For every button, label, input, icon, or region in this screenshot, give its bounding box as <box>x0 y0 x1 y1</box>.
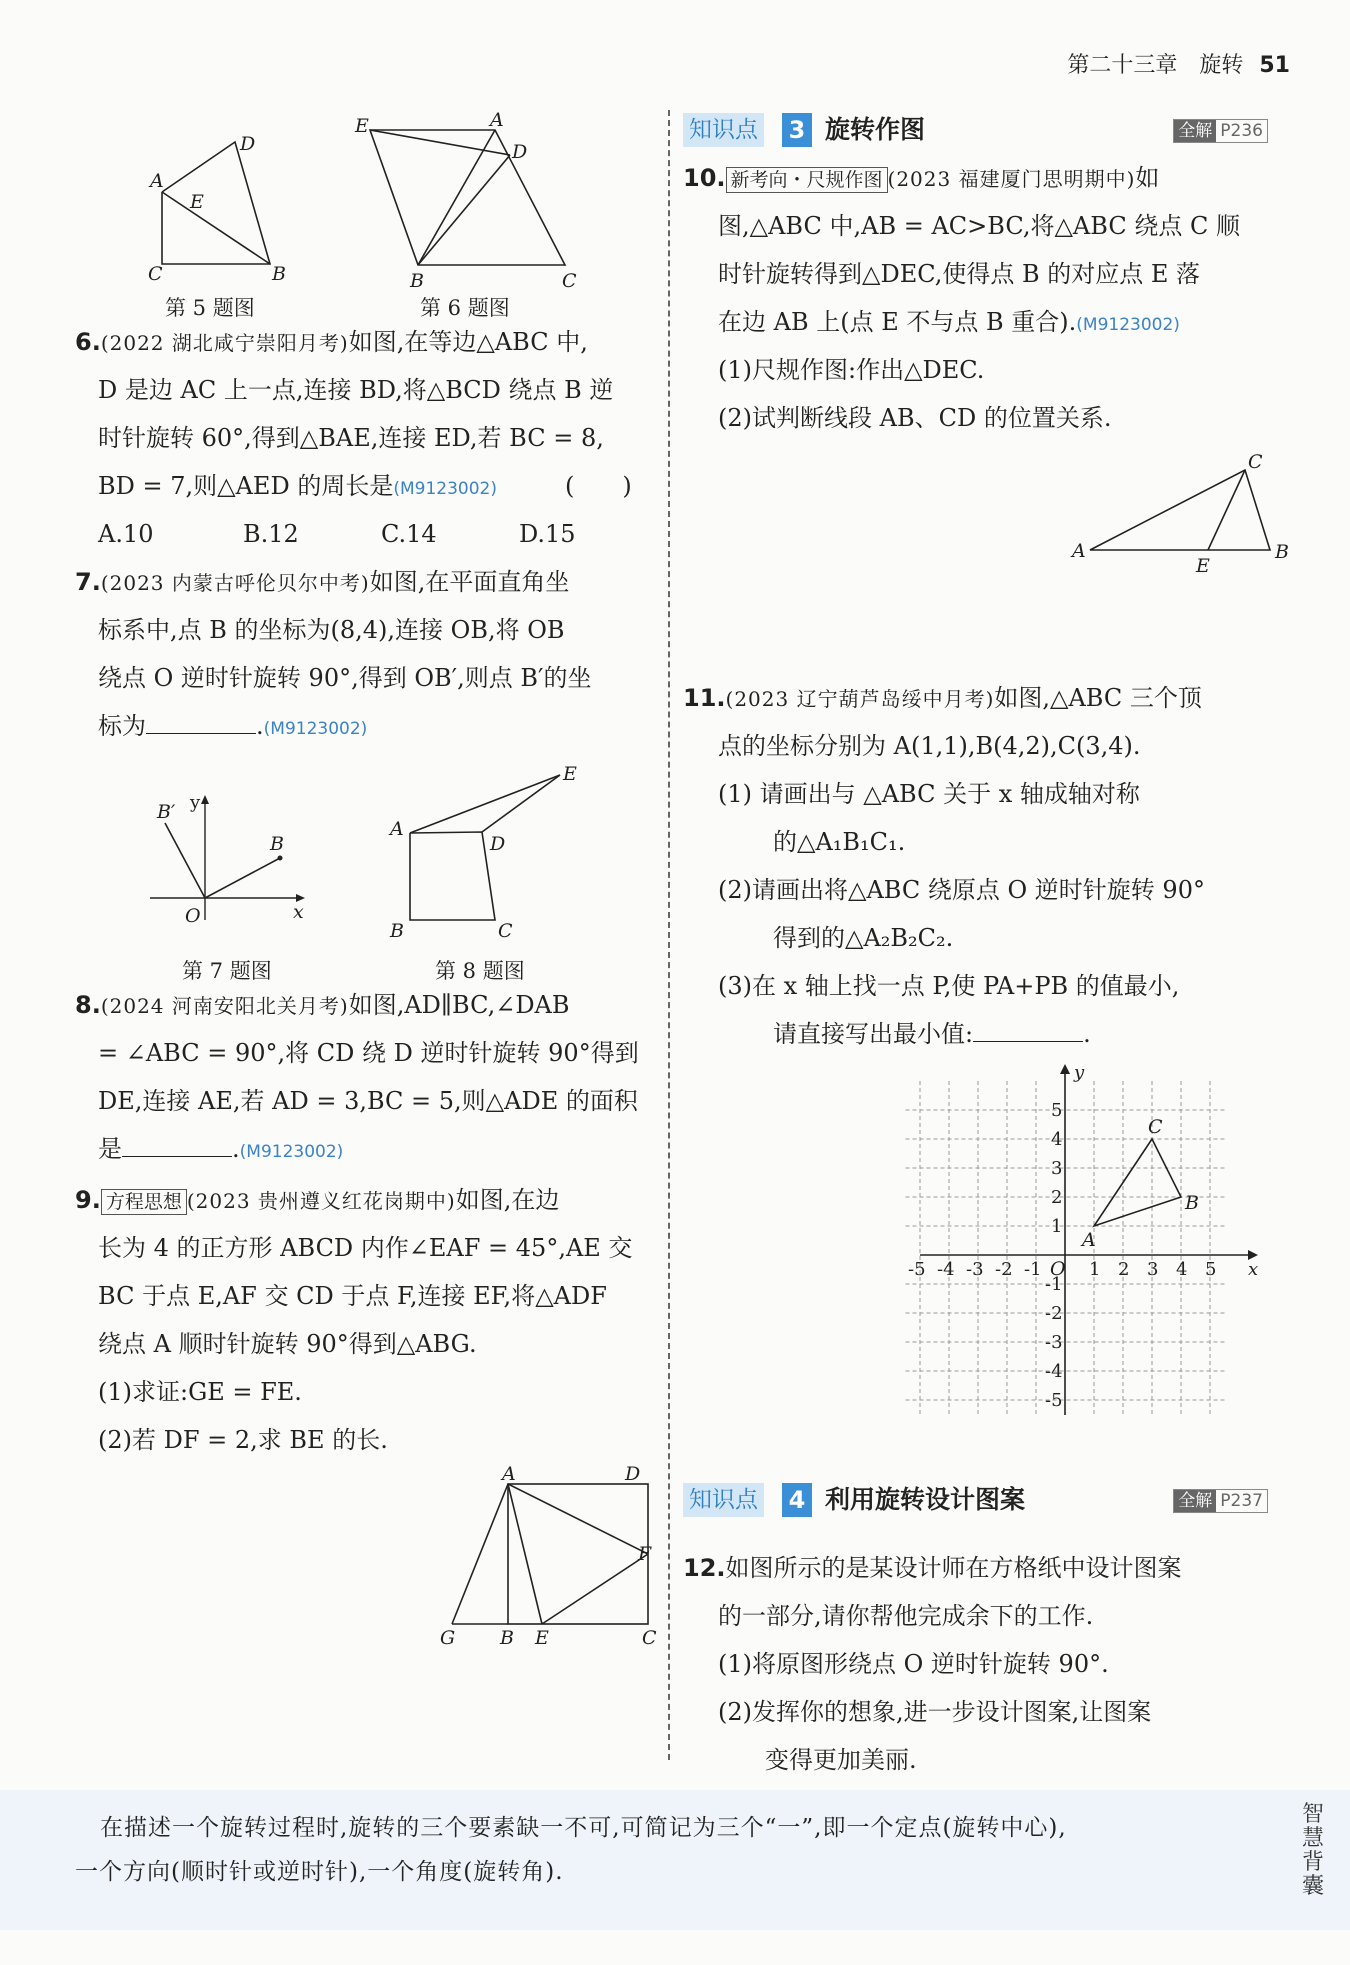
fig5-label-d: D <box>240 133 256 155</box>
q6-line3: 时针旋转 60°,得到△BAE,连接 ED,若 BC = 8, <box>98 424 604 452</box>
figure-9 <box>420 1463 660 1649</box>
fig9-label-f: F <box>638 1543 652 1565</box>
q9-part2: (2)若 DF = 2,求 BE 的长. <box>98 1426 388 1454</box>
y-tick-label: 1 <box>1051 1216 1063 1237</box>
fig7-label-y: y <box>190 792 201 813</box>
fig9-label-a: A <box>502 1463 516 1485</box>
fig6-label-c: C <box>562 270 577 292</box>
x-tick-label: 4 <box>1176 1259 1188 1280</box>
kp4-number: 4 <box>782 1483 812 1517</box>
q11-line1: 11.(2023 辽宁葫芦岛绥中月考)如图,△ABC 三个顶 <box>683 684 1202 712</box>
q12-line1: 12.如图所示的是某设计师在方格纸中设计图案 <box>683 1554 1182 1582</box>
page-header <box>1067 48 1290 79</box>
fig6-caption: 第 6 题图 <box>420 296 510 320</box>
y-tick-label: -4 <box>1045 1361 1063 1382</box>
x-tick-label: -1 <box>1024 1259 1042 1280</box>
fig11-label-x: x <box>1248 1259 1259 1280</box>
q10-line4: 在边 AB 上(点 E 不与点 B 重合).(M9123002) <box>718 308 1180 336</box>
q8-answer-blank <box>122 1134 232 1157</box>
y-tick-label: -2 <box>1045 1303 1063 1324</box>
kp4-reference: 全解 P237 <box>1173 1489 1268 1513</box>
y-tick-label: 2 <box>1051 1187 1063 1208</box>
q11-part2a: (2)请画出将△ABC 绕原点 O 逆时针旋转 90° <box>718 876 1205 904</box>
tip-line1: 在描述一个旋转过程时,旋转的三个要素缺一不可,可简记为三个“一”,即一个定点(旋转中心), <box>100 1815 1067 1841</box>
q6-answer-paren: ( ) <box>565 472 632 500</box>
fig7-label-x: x <box>293 901 304 923</box>
chapter-title: 第二十三章 旋转 <box>1067 53 1244 78</box>
q11-part1a: (1) 请画出与 △ABC 关于 x 轴成轴对称 <box>718 780 1140 808</box>
q10-line3: 时针旋转得到△DEC,使得点 B 的对应点 E 落 <box>718 260 1201 288</box>
figure-6 <box>350 110 600 290</box>
q12-part2b: 变得更加美丽. <box>765 1746 917 1774</box>
q8-line3: DE,连接 AE,若 AD = 3,BC = 5,则△ADE 的面积 <box>98 1087 638 1115</box>
q6-option-a: A.10 <box>98 520 154 548</box>
kp3-title: 旋转作图 <box>825 115 926 144</box>
fig6-label-e: E <box>355 115 369 137</box>
q9-line2: 长为 4 的正方形 ABCD 内作∠EAF = 45°,AE 交 <box>98 1234 633 1262</box>
kp3-label: 知识点 <box>683 113 764 147</box>
fig11-label-o: O <box>1050 1258 1066 1280</box>
fig10-label-b: B <box>1275 541 1289 563</box>
q6-line2: D 是边 AC 上一点,连接 BD,将△BCD 绕点 B 逆 <box>98 376 614 404</box>
q12-line2: 的一部分,请你帮他完成余下的工作. <box>718 1602 1094 1630</box>
q11-part2b: 得到的△A₂B₂C₂. <box>773 924 954 952</box>
q11-part3b: 请直接写出最小值: . <box>773 1020 1091 1048</box>
figure-7 <box>145 790 315 940</box>
x-tick-label: 5 <box>1205 1259 1217 1280</box>
page-number: 51 <box>1259 53 1290 78</box>
fig10-label-c: C <box>1248 451 1263 473</box>
figure-11-grid <box>910 1060 1280 1430</box>
q6-line1: 6.(2022 湖北咸宁崇阳月考)如图,在等边△ABC 中, <box>75 328 588 356</box>
q11-answer-blank <box>973 1019 1083 1042</box>
fig10-label-a: A <box>1072 540 1086 562</box>
q10-part2: (2)试判断线段 AB、CD 的位置关系. <box>718 404 1112 432</box>
fig7-label-bprime: B′ <box>157 801 176 823</box>
q8-line4: 是 .(M9123002) <box>98 1135 344 1163</box>
q9-line4: 绕点 A 顺时针旋转 90°得到△ABG. <box>98 1330 477 1358</box>
fig8-label-a: A <box>390 818 404 840</box>
q9-line3: BC 于点 E,AF 交 CD 于点 F,连接 EF,将△ADF <box>98 1282 607 1310</box>
q11-part3a: (3)在 x 轴上找一点 P,使 PA+PB 的值最小, <box>718 972 1180 1000</box>
fig5-label-e: E <box>190 191 204 213</box>
fig8-label-b: B <box>390 920 404 942</box>
q7-line4: 标为 .(M9123002) <box>98 712 368 740</box>
fig9-label-g: G <box>440 1627 456 1649</box>
fig9-label-c: C <box>642 1627 657 1649</box>
kp3-reference: 全解 P236 <box>1173 119 1268 143</box>
q9-line1: 9. 方程思想 (2023 贵州遵义红花岗期中)如图,在边 <box>75 1186 560 1214</box>
fig7-label-b: B <box>270 833 284 855</box>
fig8-label-c: C <box>498 920 513 942</box>
y-tick-label: -1 <box>1045 1274 1063 1295</box>
fig10-label-e: E <box>1196 555 1210 577</box>
tip-footer <box>0 1790 1350 1930</box>
q7-line2: 标系中,点 B 的坐标为(8,4),连接 OB,将 OB <box>98 616 565 644</box>
figure-8 <box>385 760 595 950</box>
knowledge-point-4 <box>683 1483 1268 1517</box>
fig7-caption: 第 7 题图 <box>182 959 272 983</box>
q7-line1: 7.(2023 内蒙古呼伦贝尔中考)如图,在平面直角坐 <box>75 568 570 596</box>
q7-line3: 绕点 O 逆时针旋转 90°,得到 OB′,则点 B′的坐 <box>98 664 592 692</box>
q8-line2: = ∠ABC = 90°,将 CD 绕 D 逆时针旋转 90°得到 <box>98 1039 639 1067</box>
y-tick-label: 3 <box>1051 1158 1063 1179</box>
q12-part2a: (2)发挥你的想象,进一步设计图案,让图案 <box>718 1698 1152 1726</box>
fig9-label-b: B <box>500 1627 514 1649</box>
x-tick-label: 1 <box>1089 1259 1101 1280</box>
x-tick-label: -5 <box>908 1259 926 1280</box>
q12-part1: (1)将原图形绕点 O 逆时针旋转 90°. <box>718 1650 1109 1678</box>
y-tick-label: 5 <box>1051 1100 1063 1121</box>
fig8-label-e: E <box>563 763 577 785</box>
q10-line1: 10. 新考向・尺规作图 (2023 福建厦门思明期中)如 <box>683 164 1160 192</box>
q6-option-d: D.15 <box>519 520 576 548</box>
kp3-number: 3 <box>782 113 812 147</box>
fig11-label-c: C <box>1148 1116 1163 1138</box>
q6-option-b: B.12 <box>243 520 299 548</box>
knowledge-point-3 <box>683 113 1268 147</box>
q10-part1: (1)尺规作图:作出△DEC. <box>718 356 985 384</box>
q6-line4: BD = 7,则△AED 的周长是(M9123002) <box>98 472 497 500</box>
column-divider <box>668 110 670 1760</box>
kp4-label: 知识点 <box>683 1483 764 1517</box>
triangle-abc <box>1094 1139 1181 1226</box>
fig6-label-b: B <box>410 270 424 292</box>
side-tab: 智慧背囊 <box>1302 1802 1325 1899</box>
fig8-caption: 第 8 题图 <box>435 959 525 983</box>
figure-5 <box>140 130 300 290</box>
q10-line2: 图,△ABC 中,AB = AC>BC,将△ABC 绕点 C 顺 <box>718 212 1240 240</box>
x-tick-label: -2 <box>995 1259 1013 1280</box>
fig6-label-d: D <box>512 141 528 163</box>
fig7-label-o: O <box>185 905 201 927</box>
fig5-label-a: A <box>150 170 164 192</box>
fig6-label-a: A <box>490 109 504 131</box>
y-tick-label: -3 <box>1045 1332 1063 1353</box>
x-tick-label: 2 <box>1118 1259 1130 1280</box>
tip-line2: 一个方向(顺时针或逆时针),一个角度(旋转角). <box>75 1859 564 1885</box>
fig8-label-d: D <box>490 833 506 855</box>
fig5-caption: 第 5 题图 <box>165 296 255 320</box>
q11-line2: 点的坐标分别为 A(1,1),B(4,2),C(3,4). <box>718 732 1141 760</box>
q9-part1: (1)求证:GE = FE. <box>98 1378 302 1406</box>
fig9-label-d: D <box>625 1463 641 1485</box>
q6-option-c: C.14 <box>381 520 437 548</box>
q8-line1: 8.(2024 河南安阳北关月考)如图,AD∥BC,∠DAB <box>75 991 570 1019</box>
x-tick-label: -3 <box>966 1259 984 1280</box>
fig5-label-b: B <box>272 263 286 285</box>
kp4-title: 利用旋转设计图案 <box>825 1485 1026 1514</box>
fig11-label-a: A <box>1082 1229 1096 1251</box>
fig5-label-c: C <box>148 263 163 285</box>
fig11-label-b: B <box>1185 1192 1199 1214</box>
q11-part1b: 的△A₁B₁C₁. <box>773 828 906 856</box>
figure-10 <box>1060 450 1289 580</box>
y-tick-label: 4 <box>1051 1129 1063 1150</box>
x-tick-label: 3 <box>1147 1259 1159 1280</box>
fig11-label-y: y <box>1074 1062 1085 1083</box>
x-tick-label: -4 <box>937 1259 955 1280</box>
fig9-label-e: E <box>535 1627 549 1649</box>
q7-answer-blank <box>146 711 256 734</box>
y-tick-label: -5 <box>1045 1390 1063 1411</box>
